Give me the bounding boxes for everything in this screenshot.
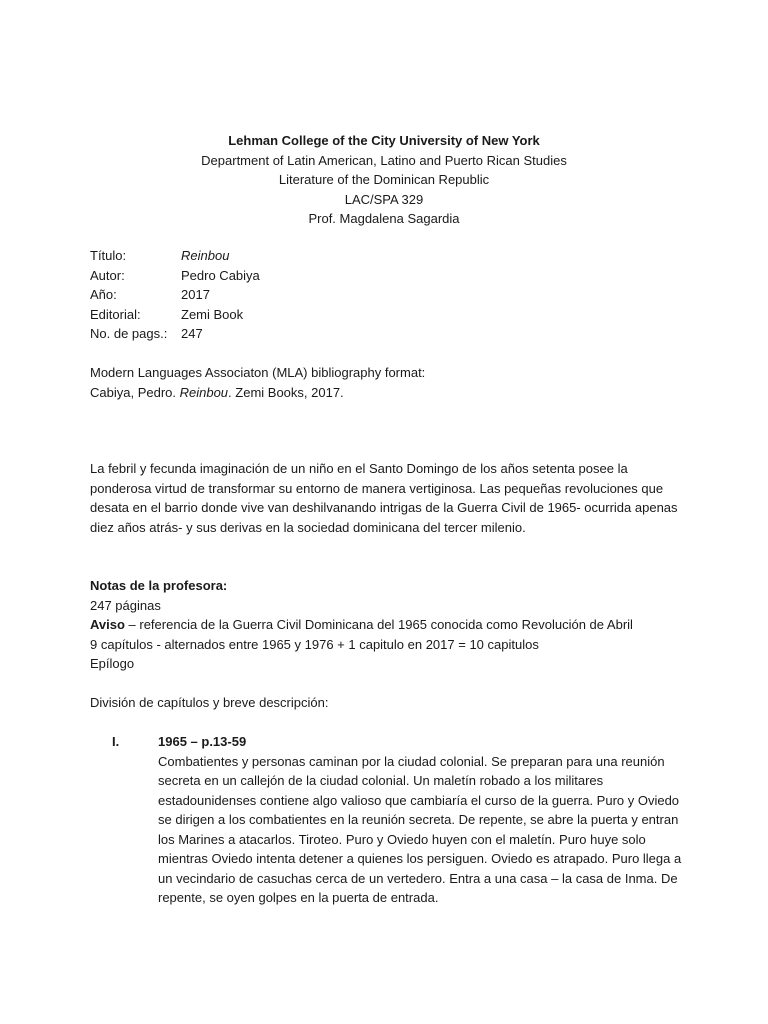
notes-aviso	[90, 615, 690, 635]
notes-chapters: 9 capítulos - alternados entre 1965 y 1976 + 1 capitulo en 2017 = 10 capitulos	[90, 636, 539, 652]
info-value: 247	[181, 326, 203, 341]
info-row-year	[90, 285, 260, 305]
citation-suffix: . Zemi Books, 2017.	[228, 384, 344, 400]
chapter-text: Combatientes y personas caminan por la ciudad colonial. Se preparan para una reunión secreta en un callejón de la ciudad colonial. Un maletín robado a los militares estadounidenses contiene algo valioso que cambiaría el curso de la guerra. Puro y Oviedo se dirigen a los combatientes en la reunión secreta. De repente, se abre la puerta y entran los Marines a atacarlos. Tiroteo. Puro y Oviedo huyen con el maletín. Puro huye solo mientras Oviedo intenta detener a quienes los persiguen. Oviedo es atrapado. Puro llega a un vecindario de casuchas cerca de un vertedero. Entra a una casa – la casa de Inma. De repente, se oyen golpes en la puerta de entrada.	[158, 753, 682, 905]
info-label: Título:	[90, 248, 127, 263]
chapter-item	[112, 732, 682, 908]
aviso-label: Aviso	[90, 617, 125, 632]
notes-heading: Notas de la profesora:	[90, 578, 228, 593]
info-value: Pedro Cabiya	[181, 267, 260, 283]
chapter-numeral: I.	[112, 734, 120, 749]
book-summary: La febril y fecunda imaginación de un niño en el Santo Domingo de los años setenta posee la ponderosa virtud de transformar su entorno de manera vertiginosa. Las pequeñas revoluciones que desata en el barrio donde vive van deshilvanando intrigas de la Guerra Civil de 1965- ocurrida apenas diez años atrás- y sus derivas en la sociedad dominicana del tercer milenio.	[90, 461, 678, 535]
department-name: Department of Latin American, Latino and Puerto Rican Studies	[201, 152, 567, 168]
citation-prefix: Cabiya, Pedro.	[90, 384, 180, 400]
chapter-content	[158, 732, 682, 908]
info-label: Editorial:	[90, 306, 141, 322]
professor-notes	[90, 576, 690, 674]
info-label: No. de pags.:	[90, 326, 168, 341]
chapter-title: 1965 – p.13-59	[158, 734, 247, 749]
info-row-pages	[90, 324, 260, 344]
book-info	[90, 246, 260, 344]
division-heading: División de capítulos y breve descripción:	[90, 695, 329, 710]
info-row-author	[90, 266, 260, 286]
professor-name: Prof. Magdalena Sagardia	[308, 211, 460, 226]
citation-title: Reinbou	[179, 384, 229, 400]
info-label: Autor:	[90, 267, 125, 283]
institution-name: Lehman College of the City University of New York	[228, 133, 540, 148]
mla-citation	[90, 383, 425, 403]
info-label: Año:	[90, 287, 117, 302]
notes-epilogue: Epílogo	[90, 656, 135, 671]
info-row-title	[90, 246, 260, 266]
mla-section	[90, 363, 425, 402]
info-row-publisher	[90, 305, 260, 325]
info-value: Reinbou	[181, 248, 230, 263]
info-value: Zemi Book	[181, 306, 244, 322]
course-code: LAC/SPA 329	[344, 191, 424, 207]
info-value: 2017	[181, 287, 210, 302]
aviso-text: – referencia de la Guerra Civil Dominicana del 1965 conocida como Revolución de Abril	[124, 617, 633, 632]
document-header	[0, 131, 768, 229]
mla-heading: Modern Languages Associaton (MLA) bibliography format:	[90, 365, 426, 380]
notes-pages: 247 páginas	[90, 597, 161, 613]
course-title: Literature of the Dominican Republic	[278, 172, 490, 187]
